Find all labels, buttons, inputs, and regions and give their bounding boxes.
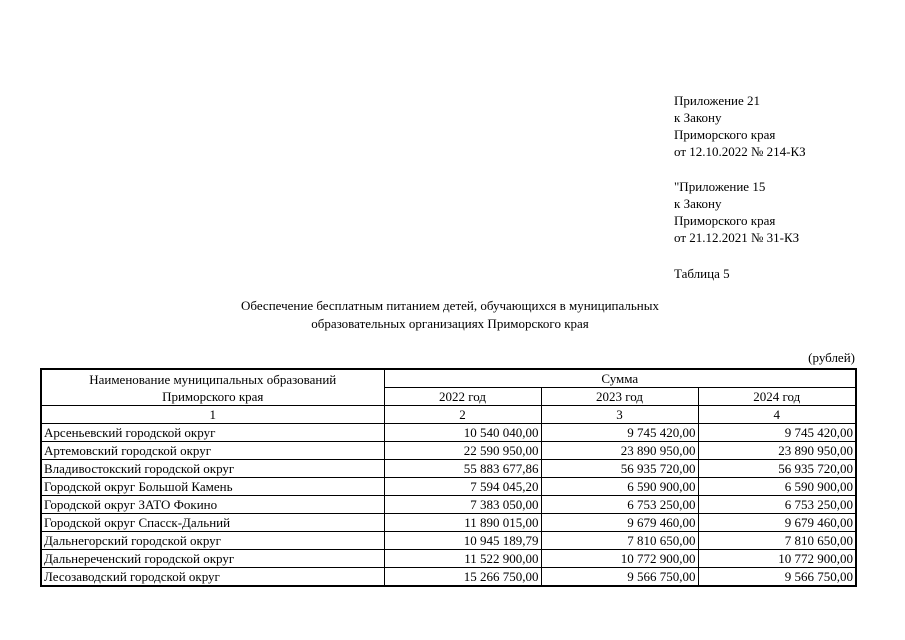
table-row — [41, 514, 856, 532]
table-row — [41, 424, 856, 442]
name-column-header: Наименование муниципальных образований Приморского края — [41, 369, 384, 406]
amount-2024: 7 810 650,00 — [698, 532, 856, 550]
amount-2024: 6 590 900,00 — [698, 478, 856, 496]
appendix-previous — [674, 178, 894, 246]
year-header-2023: 2023 год — [541, 388, 698, 406]
amount-2023: 23 890 950,00 — [541, 442, 698, 460]
table-number: Таблица 5 — [674, 266, 730, 281]
funding-table — [40, 368, 857, 587]
appendix-line: Приложение 21 — [674, 93, 761, 108]
column-number: 2 — [384, 406, 541, 424]
amount-2022: 22 590 950,00 — [384, 442, 541, 460]
table-row — [41, 460, 856, 478]
amount-2024: 9 679 460,00 — [698, 514, 856, 532]
amount-2023: 10 772 900,00 — [541, 550, 698, 568]
amount-2022: 11 890 015,00 — [384, 514, 541, 532]
table-row — [41, 478, 856, 496]
appendix-line: от 12.10.2022 № 214-КЗ — [674, 144, 806, 159]
unit-label: (рублей) — [808, 350, 855, 365]
appendix-current — [674, 92, 894, 160]
year-header-2022: 2022 год — [384, 388, 541, 406]
table-row — [41, 550, 856, 568]
table-row — [41, 496, 856, 514]
appendix-line: к Закону — [674, 196, 722, 211]
table-row — [41, 532, 856, 550]
municipality-name: Арсеньевский городской округ — [41, 424, 384, 442]
table-row — [41, 568, 856, 587]
heading-line-2: образовательных организациях Приморского края — [311, 316, 589, 331]
municipality-name: Артемовский городской округ — [41, 442, 384, 460]
amount-2022: 15 266 750,00 — [384, 568, 541, 587]
amount-2023: 9 745 420,00 — [541, 424, 698, 442]
column-number: 3 — [541, 406, 698, 424]
municipality-name: Дальнегорский городской округ — [41, 532, 384, 550]
amount-2023: 7 810 650,00 — [541, 532, 698, 550]
heading-line-1: Обеспечение бесплатным питанием детей, обучающихся в муниципальных — [241, 298, 659, 313]
amount-2023: 6 753 250,00 — [541, 496, 698, 514]
amount-2023: 9 566 750,00 — [541, 568, 698, 587]
municipality-name: Владивостокский городской округ — [41, 460, 384, 478]
amount-2024: 23 890 950,00 — [698, 442, 856, 460]
table-row — [41, 442, 856, 460]
amount-2022: 7 383 050,00 — [384, 496, 541, 514]
appendix-line: к Закону — [674, 110, 722, 125]
municipality-name: Городской округ Спасск-Дальний — [41, 514, 384, 532]
amount-2022: 10 945 189,79 — [384, 532, 541, 550]
appendix-line: Приморского края — [674, 213, 776, 228]
municipality-name: Городской округ ЗАТО Фокино — [41, 496, 384, 514]
appendix-line: "Приложение 15 — [674, 179, 766, 194]
municipality-name: Городской округ Большой Камень — [41, 478, 384, 496]
appendix-line: Приморского края — [674, 127, 776, 142]
amount-2022: 55 883 677,86 — [384, 460, 541, 478]
year-header-2024: 2024 год — [698, 388, 856, 406]
appendix-line: от 21.12.2021 № 31-КЗ — [674, 230, 800, 245]
municipality-name: Лесозаводский городской округ — [41, 568, 384, 587]
amount-2022: 7 594 045,20 — [384, 478, 541, 496]
amount-2024: 56 935 720,00 — [698, 460, 856, 478]
amount-2023: 56 935 720,00 — [541, 460, 698, 478]
municipality-name: Дальнереченский городской округ — [41, 550, 384, 568]
amount-2022: 11 522 900,00 — [384, 550, 541, 568]
column-number: 1 — [41, 406, 384, 424]
amount-2024: 6 753 250,00 — [698, 496, 856, 514]
document-heading — [150, 297, 750, 333]
amount-2024: 9 566 750,00 — [698, 568, 856, 587]
amount-2024: 10 772 900,00 — [698, 550, 856, 568]
amount-2024: 9 745 420,00 — [698, 424, 856, 442]
amount-2023: 6 590 900,00 — [541, 478, 698, 496]
sum-header: Сумма — [384, 369, 856, 388]
amount-2022: 10 540 040,00 — [384, 424, 541, 442]
column-number: 4 — [698, 406, 856, 424]
amount-2023: 9 679 460,00 — [541, 514, 698, 532]
